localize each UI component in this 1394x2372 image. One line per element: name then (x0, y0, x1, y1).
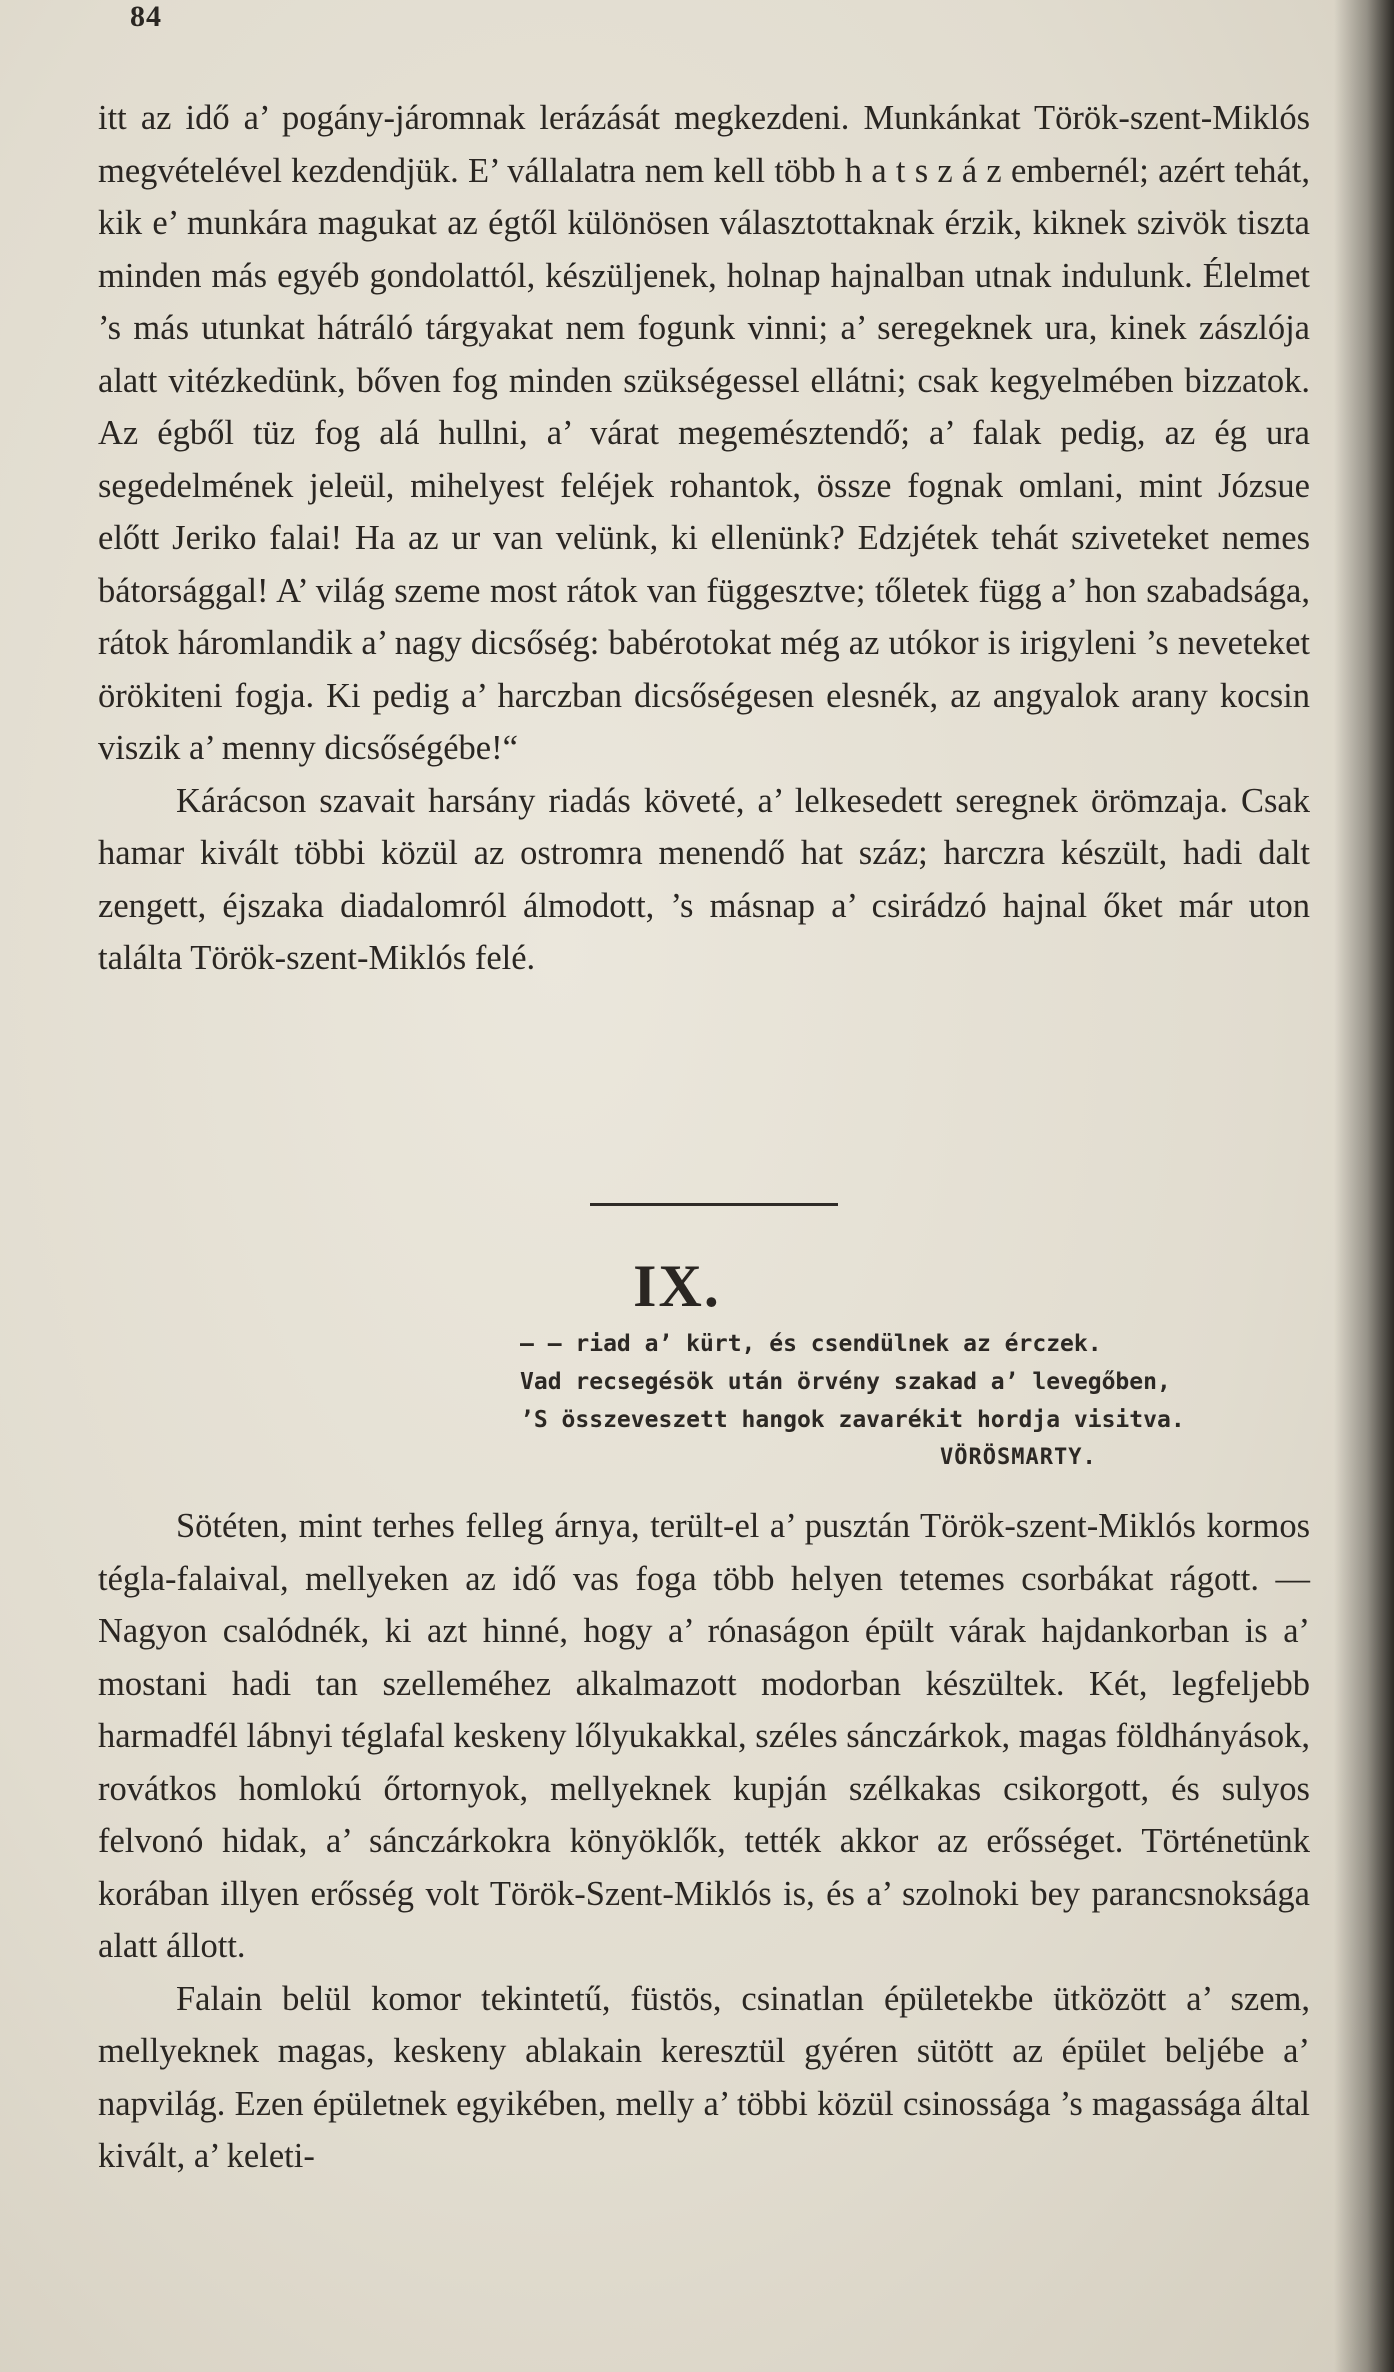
epigraph-line: ’S összeveszett hangok zavarékit hordja visitva. (520, 1407, 1185, 1433)
page-number: 84 (130, 0, 162, 33)
text-section-1 (98, 92, 1310, 985)
epigraph-line: — — riad a’ kürt, és csendülnek az érczek. (520, 1331, 1102, 1357)
paragraph-continued: itt az idő a’ pogány-járomnak lerázását megkezdeni. Munkánkat Török-szent-Miklós megvételével kezdendjük. E’ vállalatra nem kell több h a t s z á z embernél; azért tehát, kik e’ munkára magukat az égtől különösen választottaknak érzik, kiknek szivök tiszta minden más egyéb gondolattól, készüljenek, holnap hajnalban utnak indulunk. Élelmet ’s más utunkat hátráló tárgyakat nem fogunk vinni; a’ seregeknek ura, kinek zászlója alatt vitézkedünk, bőven fog minden szükségessel ellátni; csak kegyelmében bizzatok. Az égből tüz fog alá hullni, a’ várat megemésztendő; a’ falak pedig, az ég ura segedelmének jeleül, mihelyest feléjek rohantok, össze fognak omlani, mint Józsue előtt Jeriko falai! Ha az ur van velünk, ki ellenünk? Edzjétek tehát sziveteket nemes bátorsággal! A’ világ szeme most rátok van függesztve; tőletek függ a’ hon szabadsága, rátok háromlandik a’ nagy dicsőség: babérotokat még az utókor is irigyleni ’s neveteket örökiteni fogja. Ki pedig a’ harczban dicsőségesen elesnék, az angyalok arany kocsin viszik a’ menny dicsőségébe!“ (98, 99, 1310, 767)
epigraph-line: Vad recsegésök után örvény szakad a’ levegőben, (520, 1369, 1171, 1395)
paragraph: Sötéten, mint terhes felleg árnya, terült-el a’ pusztán Török-szent-Miklós kormos tégla-falaival, mellyeken az idő vas foga több helyen tetemes csorbákat rágott. — Nagyon csalódnék, ki azt hinné, hogy a’ rónaságon épült várak hajdankorban is a’ mostani hadi tan szelleméhez alkalmazott modorban készültek. Két, legfeljebb harmadfél lábnyi téglafal keskeny lőlyukakkal, széles sánczárkok, magas földhányások, rovátkos homlokú őrtornyok, mellyeknek kupján szélkakas csikorgott, és sulyos felvonó hidak, a’ sánczárkokra könyöklők, tették akkor az erősséget. Történetünk korában illyen erősség volt Török-Szent-Miklós is, és a’ szolnoki bey parancsnoksága alatt állott. (98, 1507, 1310, 1965)
paragraph: Falain belül komor tekintetű, füstös, csinatlan épületekbe ütközött a’ szem, mellyeknek magas, keskeny ablakain keresztül gyéren sütött az épület beljébe a’ napvilág. Ezen épületnek egyikében, melly a’ többi közül csinossága ’s magassága által kivált, a’ keleti- (98, 1979, 1310, 2175)
epigraph-author: VÖRÖSMARTY. (940, 1445, 1097, 1470)
paragraph: Kárácson szavait harsány riadás követé, a’ lelkesedett seregnek örömzaja. Csak hamar kivált többi közül az ostromra menendő hat száz; harczra készült, hadi dalt zengett, éjszaka diadalomról álmodott, ’s másnap a’ csirádzó hajnal őket már uton találta Török-szent-Miklós felé. (98, 781, 1310, 977)
text-section-2 (98, 1500, 1310, 2183)
book-spine-shadow (1334, 0, 1394, 2372)
section-divider (590, 1203, 838, 1206)
chapter-heading: IX. (633, 1253, 721, 1319)
epigraph (520, 1325, 1320, 1477)
